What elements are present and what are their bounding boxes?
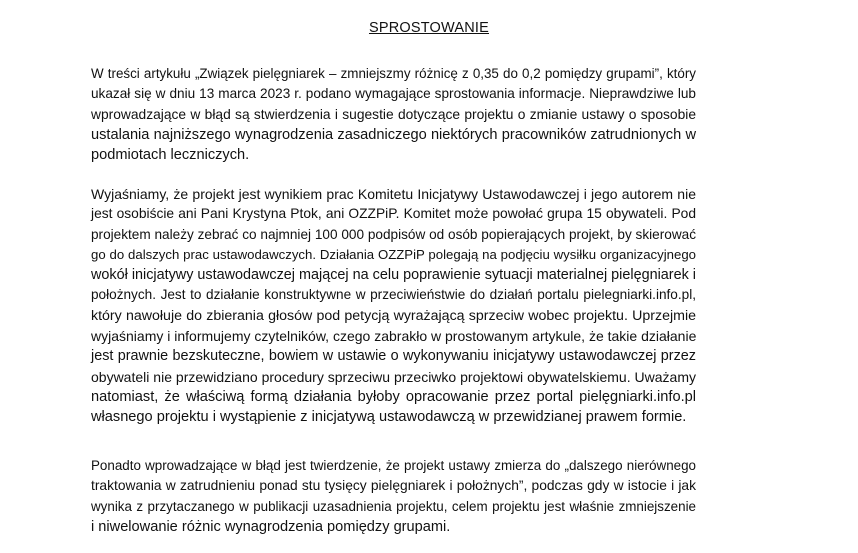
text-line: W treści artykułu „Związek pielęgniarek – zmniejszmy różnicę z 0,35 do 0,2 pomiędzy grupami”, który — [91, 66, 696, 81]
paragraph-correction-intro — [91, 64, 696, 165]
text-line: ukazał się w dniu 13 marca 2023 r. podano wymagające sprostowania informacje. Nieprawdziwe lub — [91, 86, 696, 102]
paragraph-misleading-claim — [91, 456, 696, 537]
text-line: wokół inicjatywy ustawodawczej mającej na celu poprawienie sytuacji materialnej pielęgniarek i — [91, 267, 696, 284]
text-line: traktowania w zatrudnieniu ponad stu tysięcy pielęgniarek i położnych”, podczas gdy w istocie i jak — [91, 478, 696, 494]
text-line: który nawołuje do zbierania głosów pod petycją wyrażającą sprzeciw wobec projektu. Uprzejmie — [91, 307, 696, 324]
text-line: wprowadzające w błąd są stwierdzenia i sugestie dotyczące projektu o zmianie ustawy o sposobie — [91, 106, 696, 122]
text-line: Ponadto wprowadzające w błąd jest twierdzenie, że projekt ustawy zmierza do „dalszego nierównego — [91, 458, 696, 473]
text-line: podmiotach leczniczych. — [91, 147, 250, 164]
text-line: wynika z przytaczanego w publikacji uzasadnienia projektu, celem projektu jest właśnie zmniejszenie — [91, 498, 696, 514]
text-line: natomiast, że właściwą formą działania byłoby opracowanie przez portal pielęgniarki.info.pl — [91, 388, 696, 405]
text-line: i niwelowanie różnic wynagrodzenia pomiędzy grupami. — [91, 518, 451, 535]
text-line: własnego projektu i wystąpienie z inicjatywą ustawodawczą w przewidzianej prawem formie. — [91, 409, 687, 426]
document-title: SPROSTOWANIE — [368, 20, 490, 36]
text-line: obywateli nie przewidziano procedury sprzeciwu przeciwko projektowi obywatelskiemu. Uważamy — [91, 368, 696, 385]
text-line: projektem należy zebrać co najmniej 100 000 podpisów od osób popierających projekt, by skierować — [91, 226, 696, 242]
paragraph-explanation — [91, 184, 696, 428]
text-line: ustalania najniższego wynagrodzenia zasadniczego niektórych pracowników zatrudnionych w — [91, 126, 696, 143]
text-line: go do dalszych prac ustawodawczych. Działania OZZPiP polegają na podjęciu wysiłku organizacyjnego — [91, 246, 696, 262]
text-line: jest prawnie bezskuteczne, bowiem w ustawie o wykonywaniu inicjatywy ustawodawczej przez — [91, 348, 696, 365]
text-line: wyjaśniamy i informujemy czytelników, czego zabrakło w prostowanym artykule, że takie działanie — [91, 328, 697, 345]
text-line: jest osobiście ani Pani Krystyna Ptok, ani OZZPiP. Komitet może powołać grupa 15 obywateli. Pod — [91, 206, 696, 222]
text-line: Wyjaśniamy, że projekt jest wynikiem prac Komitetu Inicjatywy Ustawodawczej i jego autorem nie — [91, 186, 696, 202]
text-line: położnych. Jest to działanie konstruktywne w przeciwieństwie do działań portalu pielegniarki.info.pl, — [91, 287, 696, 303]
